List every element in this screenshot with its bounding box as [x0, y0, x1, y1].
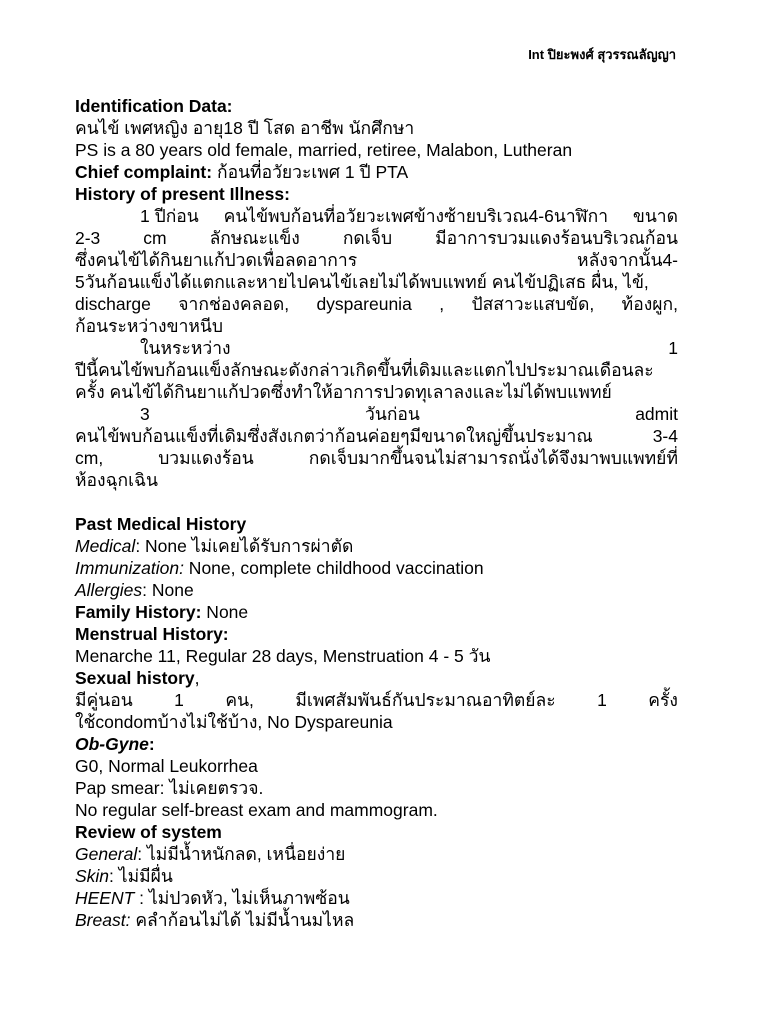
sexual-history-text: มีเพศสัมพันธ์กันประมาณอาทิตย์ละ: [295, 690, 556, 710]
hpi-text: cm,: [75, 448, 104, 468]
pmh-heading: Past Medical History: [75, 514, 247, 534]
hpi-text: กดเจ็บมากขึ้นจนไม่สามารถนั่งได้จึงมาพบแพทย์ที่: [308, 448, 678, 468]
hpi-p1-line1: [75, 205, 678, 227]
hpi-text: คนไข้พบก้อนแข็งที่เดิมซึ่งสังเกตว่าก้อนค่อยๆมีขนาดใหญ่ขึ้นประมาณ: [75, 426, 593, 446]
hpi-p3-line2: [75, 425, 678, 447]
hpi-p2-line1: [75, 337, 678, 359]
chief-complaint: [75, 161, 678, 183]
hpi-p3-line1: [75, 403, 678, 425]
hpi-text: ลักษณะแข็ง: [209, 228, 300, 248]
ros-skin-label: Skin: [75, 866, 110, 886]
identification-english: PS is a 80 years old female, married, retiree, Malabon, Lutheran: [75, 140, 573, 160]
hpi-p1-line5: [75, 293, 678, 315]
hpi-text: คนไข้พบก้อนที่อวัยวะเพศข้างซ้ายบริเวณ4-6นาฬิกา: [223, 206, 609, 226]
hpi-text: ,: [439, 294, 445, 314]
family-history-label: Family History:: [75, 602, 202, 622]
hpi-p3-line3: [75, 447, 678, 469]
hpi-text: ปัสสาวะแสบขัด,: [471, 294, 595, 314]
ros-general-label: General: [75, 844, 138, 864]
ros-skin-value: : ไม่มีผื่น: [109, 866, 173, 886]
sexual-history-text: มีคู่นอน: [75, 690, 133, 710]
hpi-text: ซึ่งคนไข้ได้กินยาแก้ปวดเพื่อลดอาการ: [75, 250, 358, 270]
ros-heent-label: HEENT: [75, 888, 135, 908]
sexual-history-title: Sexual history: [75, 668, 195, 688]
ros-heent: [75, 887, 678, 909]
hpi-p2-line2: ปีนี้คนไข้พบก้อนแข็งลักษณะดังกล่าวเกิดขึ้นที่เดิมและแตกไปประมาณเดือนละ: [75, 360, 654, 380]
chief-complaint-label: Chief complaint:: [75, 162, 213, 182]
menstrual-heading: Menstrual History:: [75, 624, 229, 644]
hpi-text: กดเจ็บ: [342, 228, 393, 248]
sexual-history-line2: ใช้condomบ้างไม่ใช้บ้าง, No Dyspareunia: [75, 712, 393, 732]
hpi-text: admit: [635, 404, 678, 424]
identification-thai: คนไข้ เพศหญิง อายุ18 ปี โสด อาชีพ นักศึกษา: [75, 118, 415, 138]
sexual-history-line1: [75, 689, 678, 711]
family-history: [75, 601, 678, 623]
hpi-text: ในหระหว่าง: [140, 338, 231, 358]
hpi-p1-line4: 5วันก้อนแข็งได้แตกและหายไปคนไข้เลยไม่ได้พบแพทย์ คนไข้ปฏิเสธ ผื่น, ไข้,: [75, 272, 649, 292]
hpi-p3-line4: ห้องฉุกเฉิน: [75, 470, 158, 490]
pmh-immunization-label: Immunization:: [75, 558, 184, 578]
hpi-p2-line3: ครั้ง คนไข้ได้กินยาแก้ปวดซึ่งทำให้อาการปวดทุเลาลงและไม่ได้พบแพทย์: [75, 382, 612, 402]
ros-skin: [75, 865, 678, 887]
hpi-text: ท้องผูก,: [621, 294, 678, 314]
sexual-history-text: ครั้ง: [648, 690, 678, 710]
obgyn-title: Ob-Gyne: [75, 734, 149, 754]
pmh-allergies-label: Allergies: [75, 580, 143, 600]
pmh-immunization: [75, 557, 678, 579]
family-history-value: None: [201, 602, 249, 622]
ros-breast-label: Breast:: [75, 910, 131, 930]
hpi-text: 3-4: [652, 426, 678, 446]
hpi-text: หลังจากนั้น4-: [577, 250, 678, 270]
ros-heading: Review of system: [75, 822, 222, 842]
hpi-p1-line3: [75, 249, 678, 271]
ros-breast-value: คลำก้อนไม่ได้ ไม่มีน้ำนมไหล: [130, 910, 355, 930]
hpi-text: cm: [143, 228, 167, 248]
menstrual-value: Menarche 11, Regular 28 days, Menstruation 4 - 5 วัน: [75, 646, 491, 666]
hpi-text: dyspareunia: [316, 294, 412, 314]
hpi-text: ขนาด: [632, 206, 678, 226]
hpi-text: วันก่อน: [365, 404, 420, 424]
ros-breast: [75, 909, 678, 931]
ros-general: [75, 843, 678, 865]
hpi-text: จากช่องคลอด,: [178, 294, 290, 314]
identification-heading: Identification Data:: [75, 96, 233, 116]
hpi-text: 1 ปีก่อน: [140, 206, 199, 226]
pmh-immunization-value: None, complete childhood vaccination: [183, 558, 484, 578]
obgyn-pap: Pap smear: ไม่เคยตรวจ.: [75, 778, 264, 798]
ros-heent-value: : ไม่ปวดหัว, ไม่เห็นภาพซ้อน: [134, 888, 350, 908]
hpi-p1-line6: ก้อนระหว่างขาหนีบ: [75, 316, 223, 336]
sexual-history-text: คน,: [225, 690, 254, 710]
hpi-p1-line2: [75, 227, 678, 249]
author-header: Int ปิยะพงศ์ สุวรรณลัญญา: [528, 47, 676, 62]
sexual-history-text: 1: [597, 690, 607, 710]
ros-general-value: : ไม่มีน้ำหนักลด, เหนื่อยง่าย: [137, 844, 346, 864]
hpi-text: บวมแดงร้อน: [158, 448, 254, 468]
hpi-heading: History of present Illness:: [75, 184, 290, 204]
pmh-allergies: [75, 579, 678, 601]
pmh-allergies-value: : None: [142, 580, 194, 600]
hpi-text: 2-3: [75, 228, 101, 248]
document-body: [75, 95, 678, 931]
hpi-text: มีอาการบวมแดงร้อนบริเวณก้อน: [435, 228, 678, 248]
hpi-text: discharge: [75, 294, 151, 314]
sexual-history-heading: [75, 667, 678, 689]
hpi-text: 1: [668, 338, 678, 358]
obgyn-title-suffix: :: [148, 734, 155, 754]
obgyn-gravida: G0, Normal Leukorrhea: [75, 756, 258, 776]
pmh-medical-label: Medical: [75, 536, 136, 556]
spacer: [75, 491, 678, 513]
hpi-text: 3: [140, 404, 150, 424]
obgyn-heading: [75, 733, 678, 755]
pmh-medical: [75, 535, 678, 557]
chief-complaint-value: ก้อนที่อวัยวะเพศ 1 ปี PTA: [216, 162, 409, 182]
sexual-history-text: 1: [174, 690, 184, 710]
pmh-medical-value: : None ไม่เคยได้รับการผ่าตัด: [135, 536, 354, 556]
sexual-history-title-suffix: ,: [194, 668, 200, 688]
obgyn-breast: No regular self-breast exam and mammogram.: [75, 800, 438, 820]
